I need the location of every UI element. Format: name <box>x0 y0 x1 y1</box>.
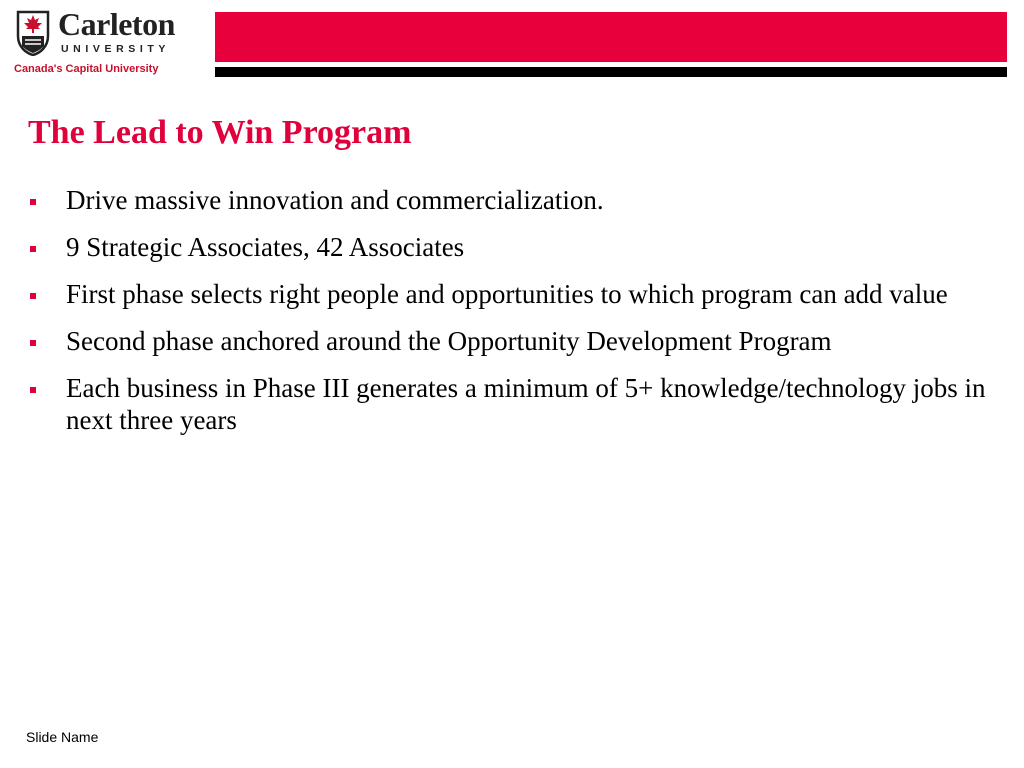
bullet-item <box>28 278 988 310</box>
bullet-text: Second phase anchored around the Opportunity Development Program <box>66 326 832 356</box>
carleton-logo <box>14 8 194 80</box>
bullet-square-icon <box>30 293 36 299</box>
bullet-item <box>28 325 988 357</box>
bullet-item <box>28 372 988 436</box>
logo-name: Carleton <box>58 6 175 42</box>
header-red-bar <box>215 12 1007 62</box>
bullet-text: Drive massive innovation and commercialization. <box>66 185 604 215</box>
bullet-item <box>28 231 988 263</box>
bullet-square-icon <box>30 199 36 205</box>
shield-crest-icon <box>16 10 50 56</box>
bullet-square-icon <box>30 387 36 393</box>
slide-title: The Lead to Win Program <box>28 114 412 151</box>
bullet-text: Each business in Phase III generates a minimum of 5+ knowledge/technology jobs in next three years <box>66 373 986 435</box>
bullet-item <box>28 184 988 216</box>
bullet-text: First phase selects right people and opportunities to which program can add value <box>66 279 948 309</box>
logo-subname: UNIVERSITY <box>61 43 171 55</box>
bullet-list <box>28 184 988 451</box>
bullet-text: 9 Strategic Associates, 42 Associates <box>66 232 465 262</box>
bullet-square-icon <box>30 246 36 252</box>
bullet-square-icon <box>30 340 36 346</box>
slide-footer-name: Slide Name <box>26 729 99 745</box>
logo-tagline: Canada's Capital University <box>14 63 159 75</box>
header-black-bar <box>215 67 1007 77</box>
